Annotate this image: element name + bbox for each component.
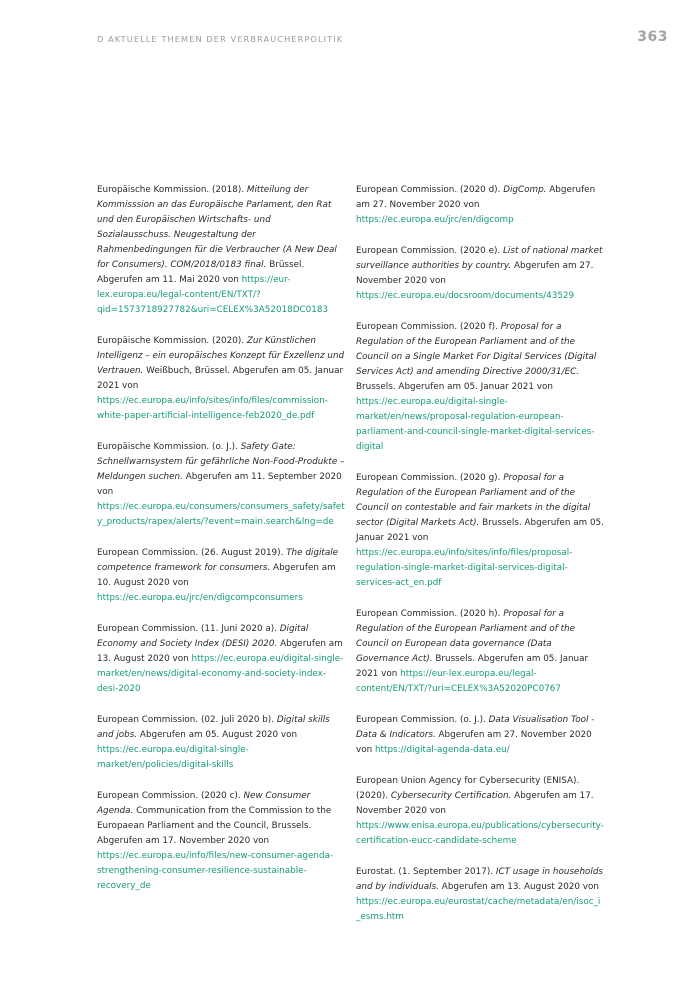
reference-entry [356, 865, 604, 925]
reference-title: Proposal for a Regulation of the European Parliament and of the Council on contestable and fair markets in the digital sector (Digital Markets Act). [356, 473, 591, 528]
reference-link[interactable]: https://ec.europa.eu/eurostat/cache/metadata/en/isoc_i_esms.htm [356, 897, 601, 922]
reference-entry [356, 607, 604, 697]
reference-entry [97, 440, 345, 530]
reference-title: ICT usage in households and by individuals. [356, 867, 604, 892]
reference-details: Brussels. Abgerufen am 05. Januar 2021 von [356, 518, 604, 543]
reference-details: Abgerufen am 27. November 2020 von [356, 730, 592, 755]
reference-author: European Commission. (o. J.). [356, 715, 489, 725]
reference-title: Digital skills and jobs. [97, 715, 330, 740]
reference-link[interactable]: https://ec.europa.eu/info/sites/info/files/proposal-regulation-single-market-digital-services-digital-services-act_en.pdf [356, 548, 573, 588]
reference-entry [356, 774, 604, 849]
reference-title: Cybersecurity Certification. [390, 791, 512, 801]
reference-title: DigComp. [503, 185, 547, 195]
reference-link[interactable]: https://ec.europa.eu/digital-single-market/en/news/digital-economy-and-society-index-desi-2020 [97, 654, 344, 694]
reference-author: European Commission. (2020 f). [356, 322, 501, 332]
reference-entry [97, 334, 345, 424]
reference-entry [97, 183, 345, 318]
reference-details: Abgerufen am 05. August 2020 von [137, 730, 298, 740]
reference-entry [97, 713, 345, 773]
reference-link[interactable]: https://www.enisa.europa.eu/publications/cybersecurity-certification-eucc-candidate-scheme [356, 821, 604, 846]
reference-link[interactable]: https://ec.europa.eu/digital-single-market/en/policies/digital-skills [97, 745, 249, 770]
reference-entry [356, 713, 604, 758]
reference-column-left [97, 183, 345, 910]
reference-title: Safety Gate: Schnellwarnsystem für gefährliche Non-Food-Produkte – Meldungen suchen. [97, 442, 345, 482]
reference-column-right [356, 183, 604, 941]
reference-title: Data Visualisation Tool - Data & Indicators. [356, 715, 595, 740]
reference-title: Proposal for a Regulation of the European Parliament and of the Council on European data governance (Data Governance Act). [356, 609, 576, 664]
reference-title: Digital Economy and Society Index (DESI) 2020. [97, 624, 309, 649]
reference-details: Abgerufen am 27. November 2020 von [356, 185, 596, 210]
reference-details: Abgerufen am 10. August 2020 von [97, 563, 336, 588]
reference-link[interactable]: https://ec.europa.eu/info/sites/info/files/commission-white-paper-artificial-intelligence-feb2020_de.pdf [97, 396, 328, 421]
reference-link[interactable]: https://eur-lex.europa.eu/legal-content/EN/TXT/?qid=1573718927782&uri=CELEX%3A52018DC0183 [97, 275, 329, 315]
reference-details: Brussels. Abgerufen am 05. Januar 2021 von [356, 382, 553, 392]
reference-entry [97, 622, 345, 697]
reference-title: The digitale competence framework for consumers. [97, 548, 339, 573]
reference-entry [97, 546, 345, 606]
reference-author: European Commission. (2020 e). [356, 246, 504, 256]
reference-author: European Commission. (2020 g). [356, 473, 504, 483]
running-title: D AKTUELLE THEMEN DER VERBRAUCHERPOLITIK [97, 34, 344, 44]
reference-entry [356, 471, 604, 591]
reference-title: New Consumer Agenda. [97, 791, 311, 816]
reference-title: Mitteilung der Kommisssion an das Europäische Parlament, den Rat und den Europäischen Wirtschafts- und Sozialausschuss. Neugestaltung der Rahmenbedingungen für die Verbraucher (A New Deal for Consumers). COM/2018/0183 final. [97, 185, 337, 270]
page-number: 363 [637, 29, 668, 45]
reference-author: European Commission. (2020 d). [356, 185, 504, 195]
reference-link[interactable]: https://eur-lex.europa.eu/legal-content/EN/TXT/?uri=CELEX%3A52020PC0767 [356, 669, 561, 694]
reference-author: European Commission. (2020 h). [356, 609, 504, 619]
reference-details: Abgerufen am 17. November 2020 von [356, 791, 594, 816]
reference-link[interactable]: https://digital-agenda-data.eu/ [374, 745, 510, 755]
reference-entry [97, 789, 345, 894]
reference-details: Communication from the Commission to the Europaean Parliament and the Council, Brussels. Abgerufen am 17. November 2020 von [97, 806, 332, 846]
reference-entry [356, 244, 604, 304]
reference-entry [356, 320, 604, 455]
reference-link[interactable]: https://ec.europa.eu/docsroom/documents/43529 [356, 291, 575, 301]
reference-author: European Commission. (02. Juli 2020 b). [97, 715, 277, 725]
reference-title: Zur Künstlichen Intelligenz – ein europäisches Konzept für Exzellenz und Vertrauen. [97, 336, 345, 376]
reference-details: Abgerufen am 13. August 2020 von [97, 639, 343, 664]
reference-link[interactable]: https://ec.europa.eu/consumers/consumers_safety/safety_products/rapex/alerts/?event=main.search&lng=de [97, 502, 345, 527]
reference-details: Brussels. Abgerufen am 05. Januar 2021 von [356, 654, 589, 679]
reference-details: Weißbuch, Brüssel. Abgerufen am 05. Januar 2021 von [97, 366, 344, 391]
reference-details: Abgerufen am 13. August 2020 von [439, 882, 599, 892]
reference-details: Abgerufen am 27. November 2020 von [356, 261, 594, 286]
reference-author: European Commission. (26. August 2019). [97, 548, 287, 558]
reference-title: List of national market surveillance authorities by country. [356, 246, 603, 271]
reference-author: Europäische Kommission. (2020). [97, 336, 247, 346]
reference-author: European Union Agency for Cybersecurity (ENISA). (2020). [356, 776, 580, 801]
reference-details: Brüssel. Abgerufen am 11. Mai 2020 von [97, 260, 305, 285]
reference-details: Abgerufen am 11. September 2020 von [97, 472, 342, 497]
reference-link[interactable]: https://ec.europa.eu/info/files/new-consumer-agenda-strengthening-consumer-resilience-sustainable-recovery_de [97, 851, 334, 891]
reference-author: Europäische Kommission. (2018). [97, 185, 247, 195]
reference-author: European Commission. (2020 c). [97, 791, 244, 801]
reference-link[interactable]: https://ec.europa.eu/digital-single-market/en/news/proposal-regulation-european-parliament-and-council-single-market-digital-services-digital [356, 397, 595, 452]
reference-link[interactable]: https://ec.europa.eu/jrc/en/digcompconsumers [97, 593, 303, 603]
reference-author: Eurostat. (1. September 2017). [356, 867, 496, 877]
reference-author: Europäische Kommission. (o. J.). [97, 442, 241, 452]
reference-link[interactable]: https://ec.europa.eu/jrc/en/digcomp [356, 215, 514, 225]
reference-entry [356, 183, 604, 228]
reference-author: European Commission. (11. Juni 2020 a). [97, 624, 280, 634]
reference-title: Proposal for a Regulation of the European Parliament and of the Council on a Single Market For Digital Services (Digital Services Act) and amending Directive 2000/31/EC. [356, 322, 597, 377]
